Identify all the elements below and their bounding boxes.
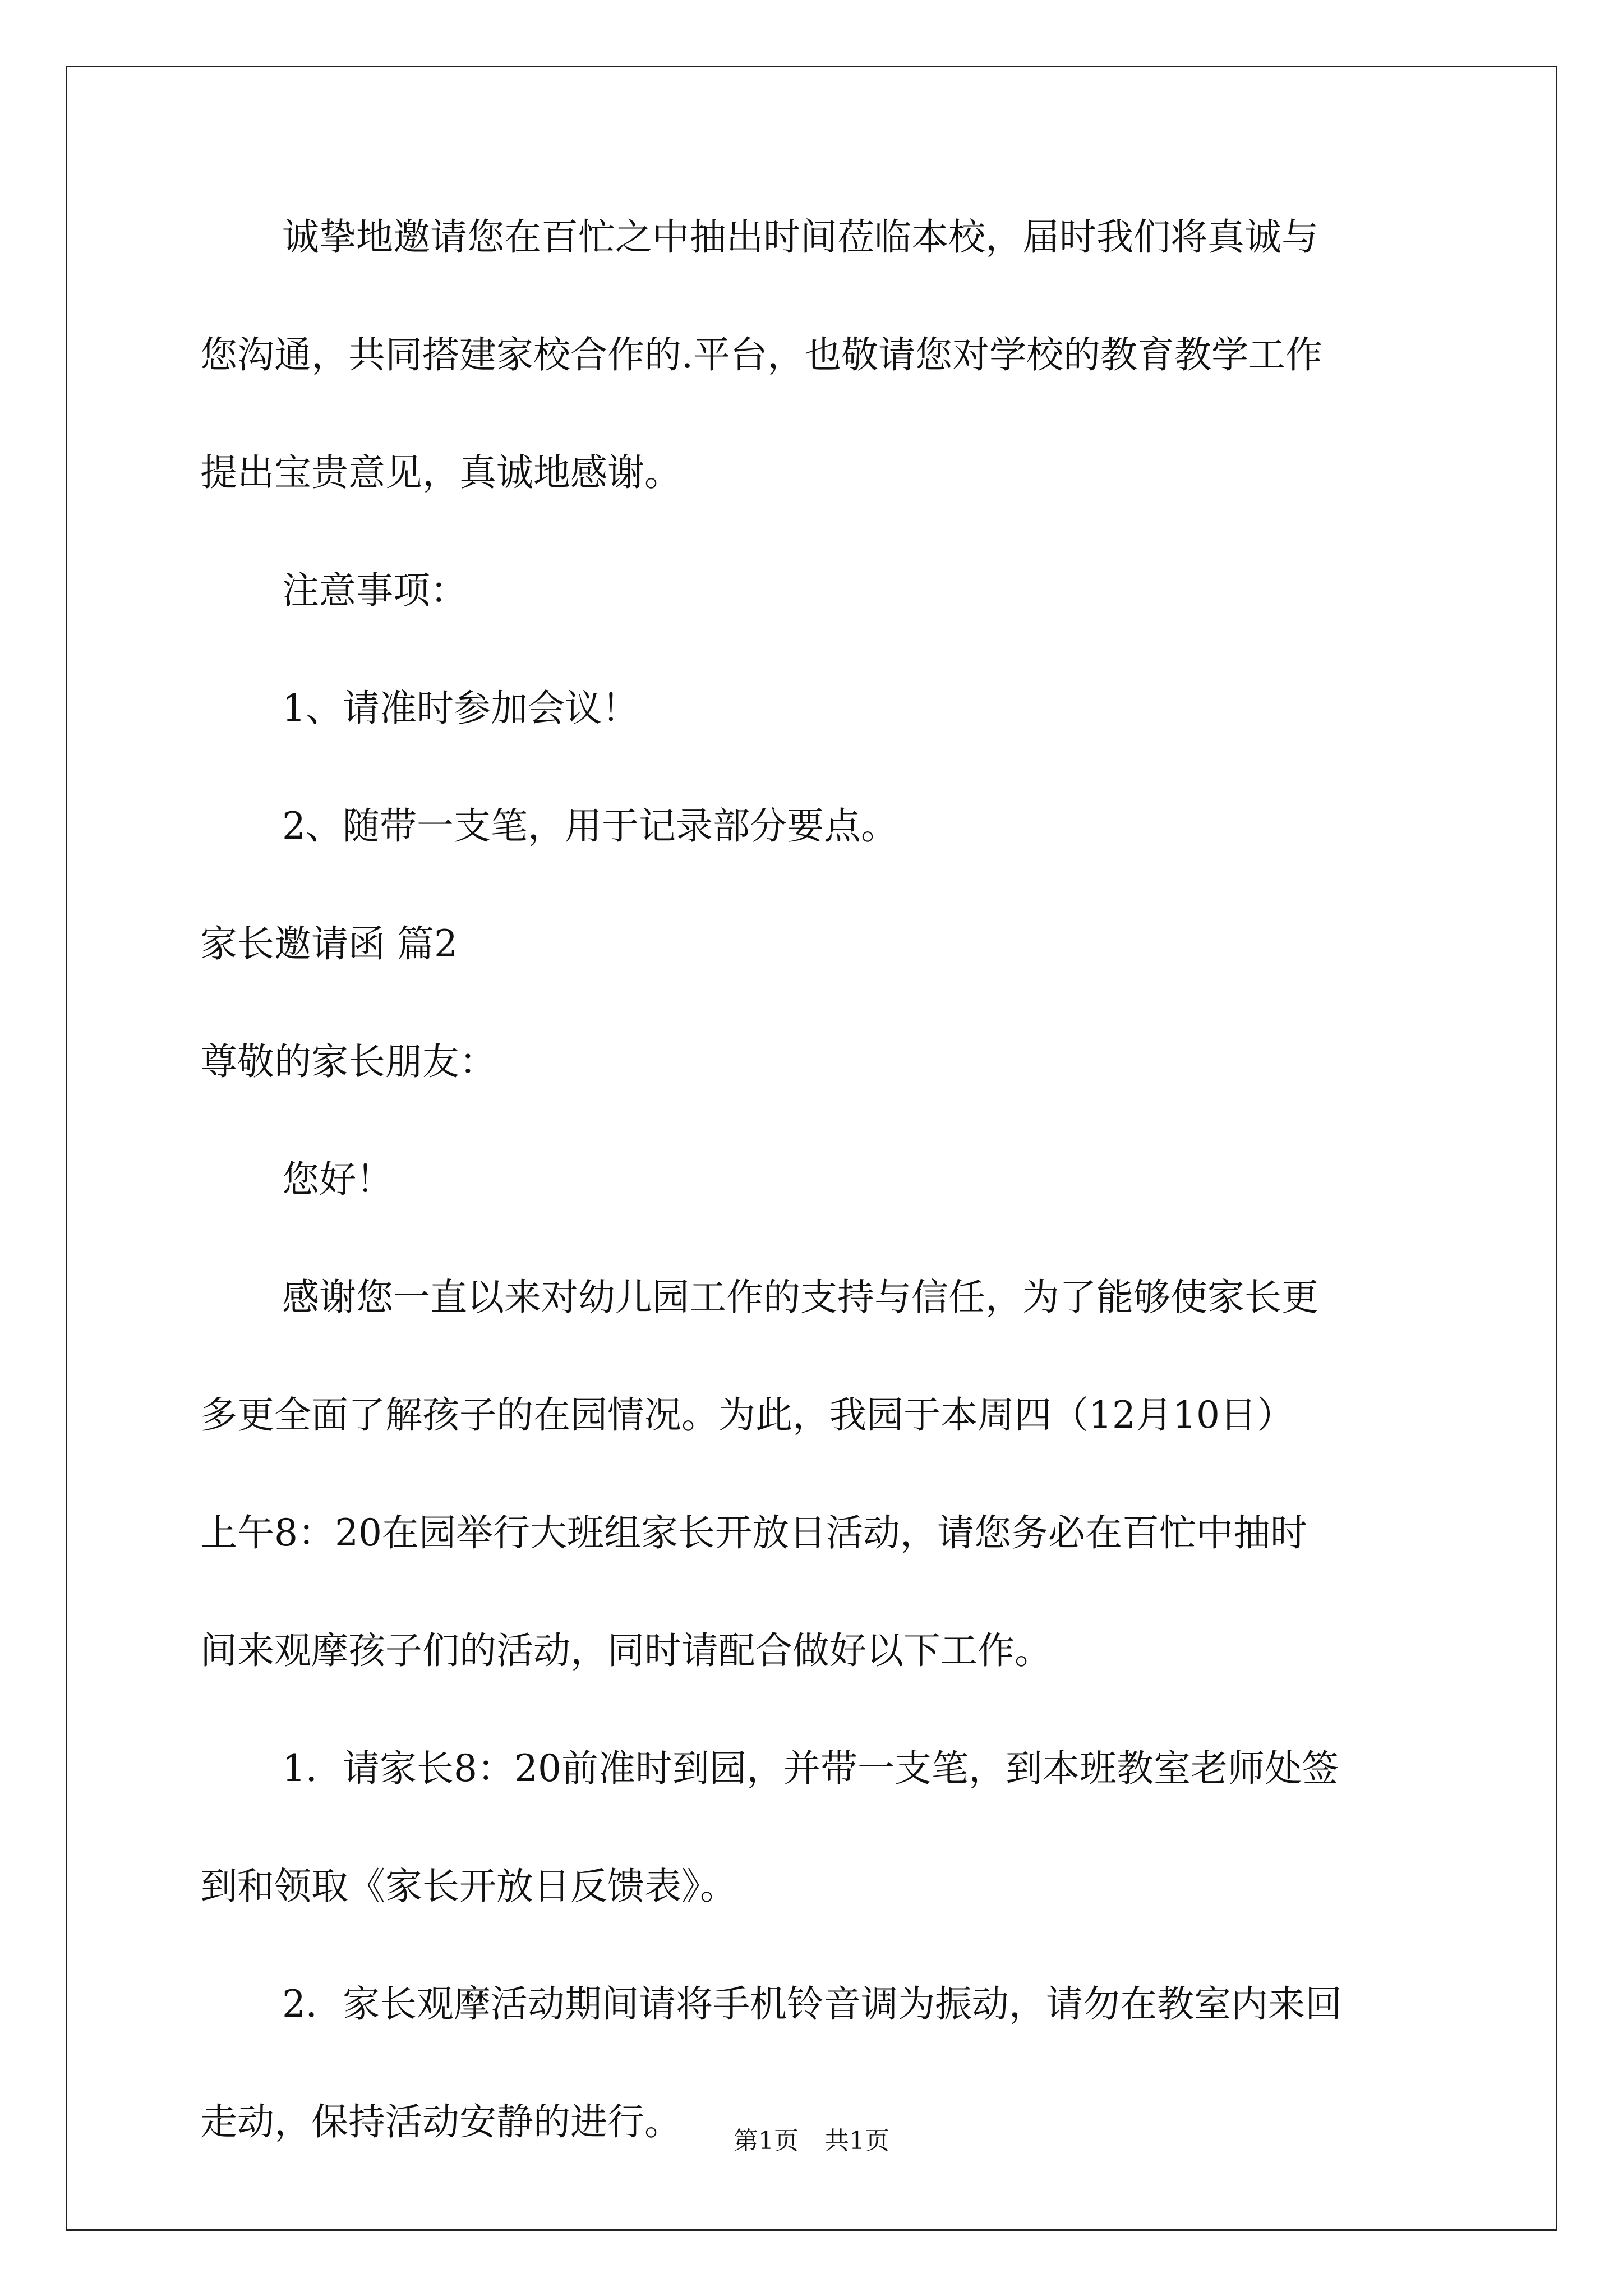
paragraph-line: 间来观摩孩子们的活动，同时请配合做好以下工作。 bbox=[200, 1629, 1052, 1672]
list-item-continuation: 到和领取《家长开放日反馈表》。 bbox=[200, 1865, 737, 1908]
list-item: 2．家长观摩活动期间请将手机铃音调为振动，请勿在教室内来回 bbox=[282, 1982, 1342, 2026]
section-heading: 注意事项： bbox=[282, 569, 467, 612]
list-item: 1．请家长8：20前准时到园，并带一支笔，到本班教室老师处签 bbox=[282, 1747, 1339, 1790]
greeting: 您好！ bbox=[282, 1158, 393, 1201]
paragraph-line: 提出宝贵意见，真诚地感谢。 bbox=[200, 451, 681, 494]
paragraph-line: 您沟通，共同搭建家校合作的.平台，也敬请您对学校的教育教学工作 bbox=[200, 333, 1322, 376]
paragraph-line: 感谢您一直以来对幼儿园工作的支持与信任，为了能够使家长更 bbox=[282, 1276, 1318, 1319]
list-item: 2、随带一支笔，用于记录部分要点。 bbox=[282, 804, 898, 848]
paragraph-line: 上午8：20在园举行大班组家长开放日活动，请您务必在百忙中抽时 bbox=[200, 1511, 1307, 1554]
document-title: 家长邀请函 篇2 bbox=[200, 922, 458, 965]
page-total: 共1页 bbox=[824, 2127, 889, 2155]
paragraph-line: 多更全面了解孩子的在园情况。为此，我园于本周四（12月10日） bbox=[200, 1393, 1294, 1437]
list-item-continuation: 走动，保持活动安静的进行。 bbox=[200, 2100, 681, 2143]
salutation: 尊敬的家长朋友： bbox=[200, 1040, 496, 1083]
page-number: 第1页 bbox=[734, 2127, 799, 2155]
list-item: 1、请准时参加会议！ bbox=[282, 687, 639, 730]
page-footer bbox=[0, 2129, 1623, 2154]
paragraph-line: 诚挚地邀请您在百忙之中抽出时间莅临本校，届时我们将真诚与 bbox=[282, 215, 1318, 259]
